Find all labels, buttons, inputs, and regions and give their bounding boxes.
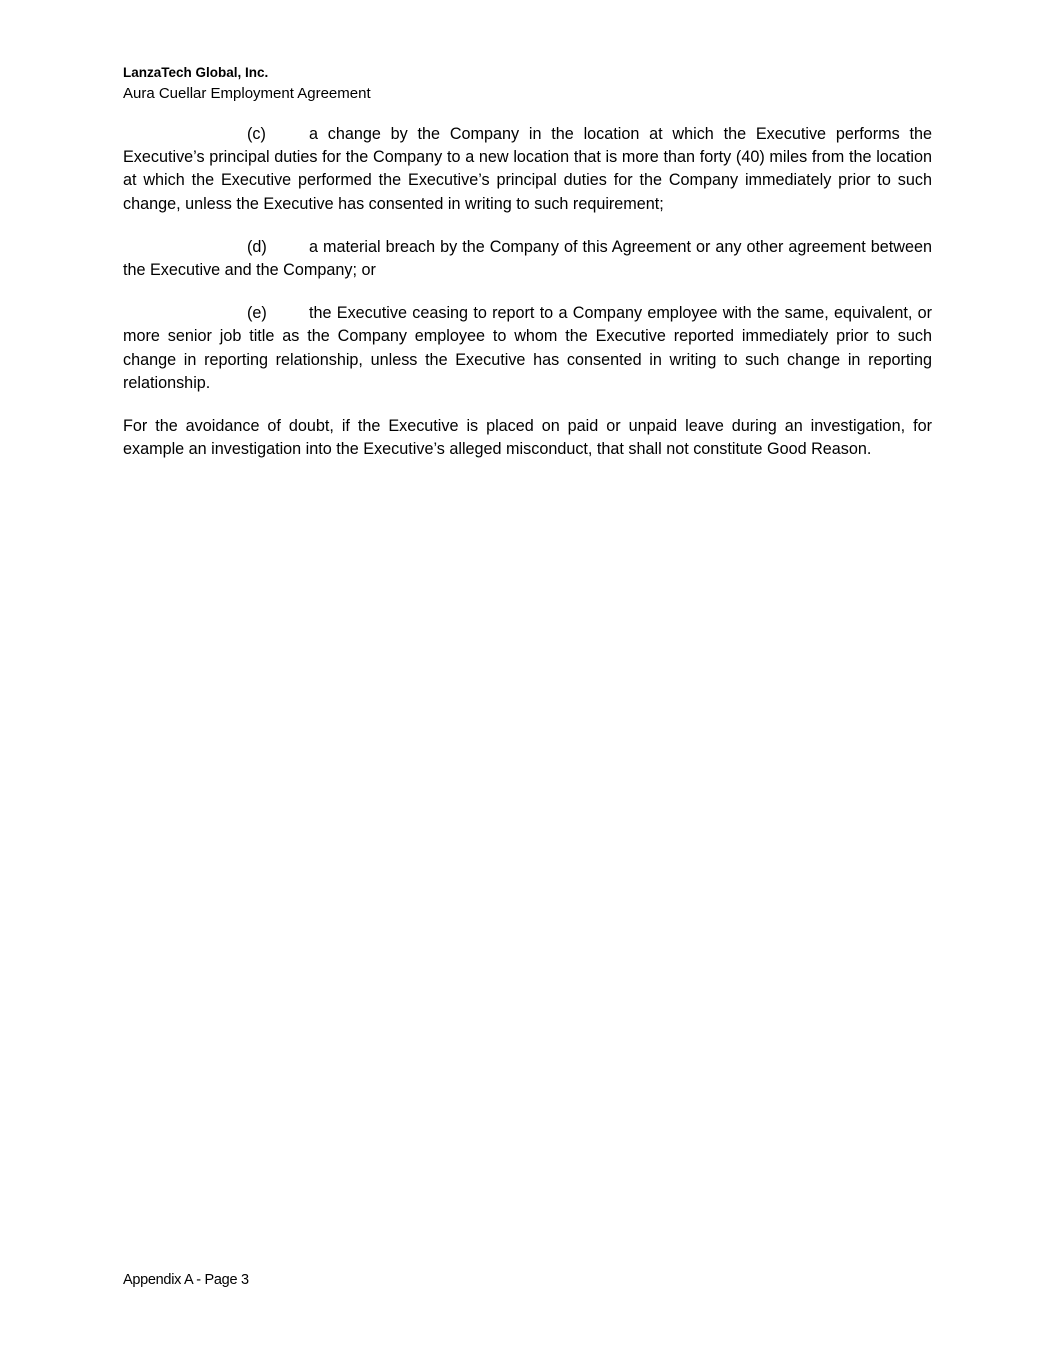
clause-marker: (c): [247, 125, 266, 143]
company-name: LanzaTech Global, Inc.: [123, 65, 269, 80]
clause-e: [123, 302, 932, 395]
document-title: Aura Cuellar Employment Agreement: [123, 85, 371, 102]
clause-d: [123, 236, 932, 282]
clause-c: [123, 123, 932, 216]
closing-paragraph: For the avoidance of doubt, if the Executive is placed on paid or unpaid leave during an investigation, for example an investigation into the Executive’s alleged misconduct, that shall not constitute Good Reason.: [123, 417, 932, 459]
clause-marker: (d): [247, 237, 267, 256]
clause-marker: (e): [247, 304, 267, 323]
document-body: [123, 123, 932, 481]
page-footer: Appendix A - Page 3: [123, 1272, 249, 1288]
clause-text: the Executive ceasing to report to a Company employee with the same, equivalent, or more senior job title as the Company employee to whom the Executive reported immediately prior to such change in reporting relationship, unless the Executive has consented in writing to such change in reporting relationship.: [123, 304, 932, 392]
clause-text: a change by the Company in the location at which the Executive performs the Executive’s principal duties for the Company to a new location that is more than forty (40) miles from the location at which the Executive performed the Executive’s principal duties for the Company immediately prior to such change, unless the Executive has consented in writing to such requirement;: [123, 125, 932, 213]
page-header: [123, 63, 623, 105]
clause-text: a material breach by the Company of this Agreement or any other agreement between the Executive and the Company; or: [123, 237, 932, 280]
